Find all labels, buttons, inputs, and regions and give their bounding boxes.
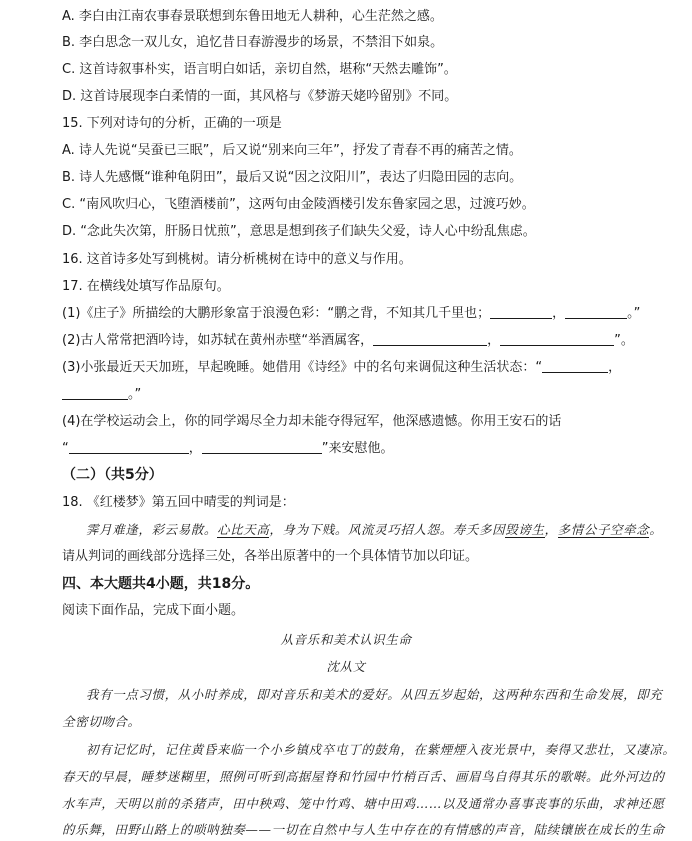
q17-s1-comma: ， xyxy=(552,306,566,321)
q17-s2-text: (2)古人常常把酒吟诗，如苏轼在黄州赤壁“举酒属客， xyxy=(62,333,374,348)
verse-underlined: 毁谤生 xyxy=(505,522,545,537)
essay-paragraph-line: 我有一点习惯，从小时养成，即对音乐和美术的爱好。从四五岁起始，这两种东西和生命发展，即充 xyxy=(86,687,663,702)
answer-blank[interactable] xyxy=(500,332,614,346)
verse-text: ，身为下贱。风流灵巧招人怨。寿夭多因 xyxy=(269,522,506,537)
q17-sentence-3 xyxy=(62,359,662,377)
q17-stem: 17. 在横线处填写作品原句。 xyxy=(62,279,230,294)
answer-blank[interactable] xyxy=(202,440,322,454)
essay-paragraph-line: 初有记忆时，记住黄昏来临一个小乡镇戍卒屯丁的鼓角，在紫煙煙入夜光景中，奏得又悲壮，又凄凉。 xyxy=(86,742,676,757)
verse-text: 。 xyxy=(649,522,663,537)
q14-option-d: D. 这首诗展现李白柔情的一面，其风格与《梦游天姥吟留别》不同。 xyxy=(62,89,458,104)
verse-underlined: 心比天高 xyxy=(217,522,270,537)
q17-sentence-4: (4)在学校运动会上，你的同学竭尽全力却未能夺得冠军，他深感遗憾。你用王安石的话 xyxy=(62,414,562,429)
answer-blank[interactable] xyxy=(62,386,128,400)
essay-paragraph-line: 的乐舞，田野山路上的唢呐独奏——一切在自然中与人生中存在的有情感的声音，陆续镶嵌在成长的生命 xyxy=(62,822,665,837)
q17-s2-end: ”。 xyxy=(614,333,634,348)
verse-text: 霁月难逢，彩云易散。 xyxy=(86,522,218,537)
answer-blank[interactable] xyxy=(373,332,487,346)
answer-blank[interactable] xyxy=(542,359,608,373)
essay-paragraph-line: 全密切吻合。 xyxy=(62,714,141,729)
essay-paragraph-line: 春天的早晨，睡梦迷糊里，照例可听到高据屋脊和竹园中竹梢百舌、画眉鸟自得其乐的歌啭。此外河边的 xyxy=(62,769,665,784)
q17-s4-open: “ xyxy=(62,441,69,456)
q17-s4-end: ”来安慰他。 xyxy=(321,441,394,456)
q17-s3-end: 。” xyxy=(128,387,142,402)
section-4-heading: 四、本大题共4小题，共18分。 xyxy=(62,576,260,592)
reading-instruction: 阅读下面作品，完成下面小题。 xyxy=(62,603,245,618)
essay-author: 沈从文 xyxy=(326,659,366,674)
q17-s1-end: 。” xyxy=(627,306,641,321)
q15-stem: 15. 下列对诗句的分析，正确的一项是 xyxy=(62,116,282,131)
q18-stem: 18. 《红楼梦》第五回中晴雯的判词是： xyxy=(62,495,295,510)
answer-blank[interactable] xyxy=(565,305,627,319)
verse-underlined: 多情公子空牵念 xyxy=(557,522,650,537)
q17-sentence-4-cont xyxy=(62,440,662,458)
section-2-heading: （二）（共5分） xyxy=(62,467,163,483)
q14-option-a: A. 李白由江南农事春景联想到东鲁田地无人耕种，心生茫然之感。 xyxy=(62,9,443,24)
q18-instruction: 请从判词的画线部分选择三处，各举出原著中的一个具体情节加以印证。 xyxy=(62,549,479,564)
q18-verdict-verse xyxy=(86,521,662,539)
q17-s3-text: (3)小张最近天天加班，早起晚睡。她借用《诗经》中的名句来调侃这种生活状态：“ xyxy=(62,360,543,375)
q17-s2-comma: ， xyxy=(487,333,501,348)
answer-blank[interactable] xyxy=(69,440,189,454)
q17-s3-comma: ， xyxy=(608,360,622,375)
q15-option-d: D. “念此失次第，肝肠日忧煎”，意思是想到孩子们缺失父爱，诗人心中纷乱焦虑。 xyxy=(62,224,536,239)
q15-option-c: C. “南风吹归心，飞堕酒楼前”，这两句由金陵酒楼引发东鲁家园之思，过渡巧妙。 xyxy=(62,197,535,212)
q15-option-b: B. 诗人先感慨“谁种龟阴田”，最后又说“因之汶阳川”，表达了归隐田园的志向。 xyxy=(62,170,523,185)
q17-s4-comma: ， xyxy=(188,441,202,456)
essay-paragraph-line: 水车声，天明以前的杀猪声，田中秧鸡、笼中竹鸡、塘中田鸡……以及通常办喜事丧事的乐曲，求神还愿 xyxy=(62,796,665,811)
q15-option-a: A. 诗人先说“吴蚕已三眠”，后又说“别来向三年”，抒发了青春不再的痛苦之情。 xyxy=(62,143,522,158)
q14-option-c: C. 这首诗叙事朴实，语言明白如话，亲切自然，堪称“天然去雕饰”。 xyxy=(62,62,457,77)
answer-blank[interactable] xyxy=(490,305,552,319)
essay-title: 从音乐和美术认识生命 xyxy=(280,632,412,647)
verse-text: ， xyxy=(544,522,558,537)
q17-s1-text: (1)《庄子》所描绘的大鹏形象富于浪漫色彩：“鹏之背，不知其几千里也； xyxy=(62,306,491,321)
q17-sentence-2 xyxy=(62,332,662,350)
q16-stem: 16. 这首诗多处写到桃树。请分析桃树在诗中的意义与作用。 xyxy=(62,252,412,267)
q14-option-b: B. 李白思念一双儿女，追忆昔日春游漫步的场景，不禁泪下如泉。 xyxy=(62,35,444,50)
q17-sentence-1 xyxy=(62,305,662,323)
q17-sentence-3-cont xyxy=(62,386,662,404)
